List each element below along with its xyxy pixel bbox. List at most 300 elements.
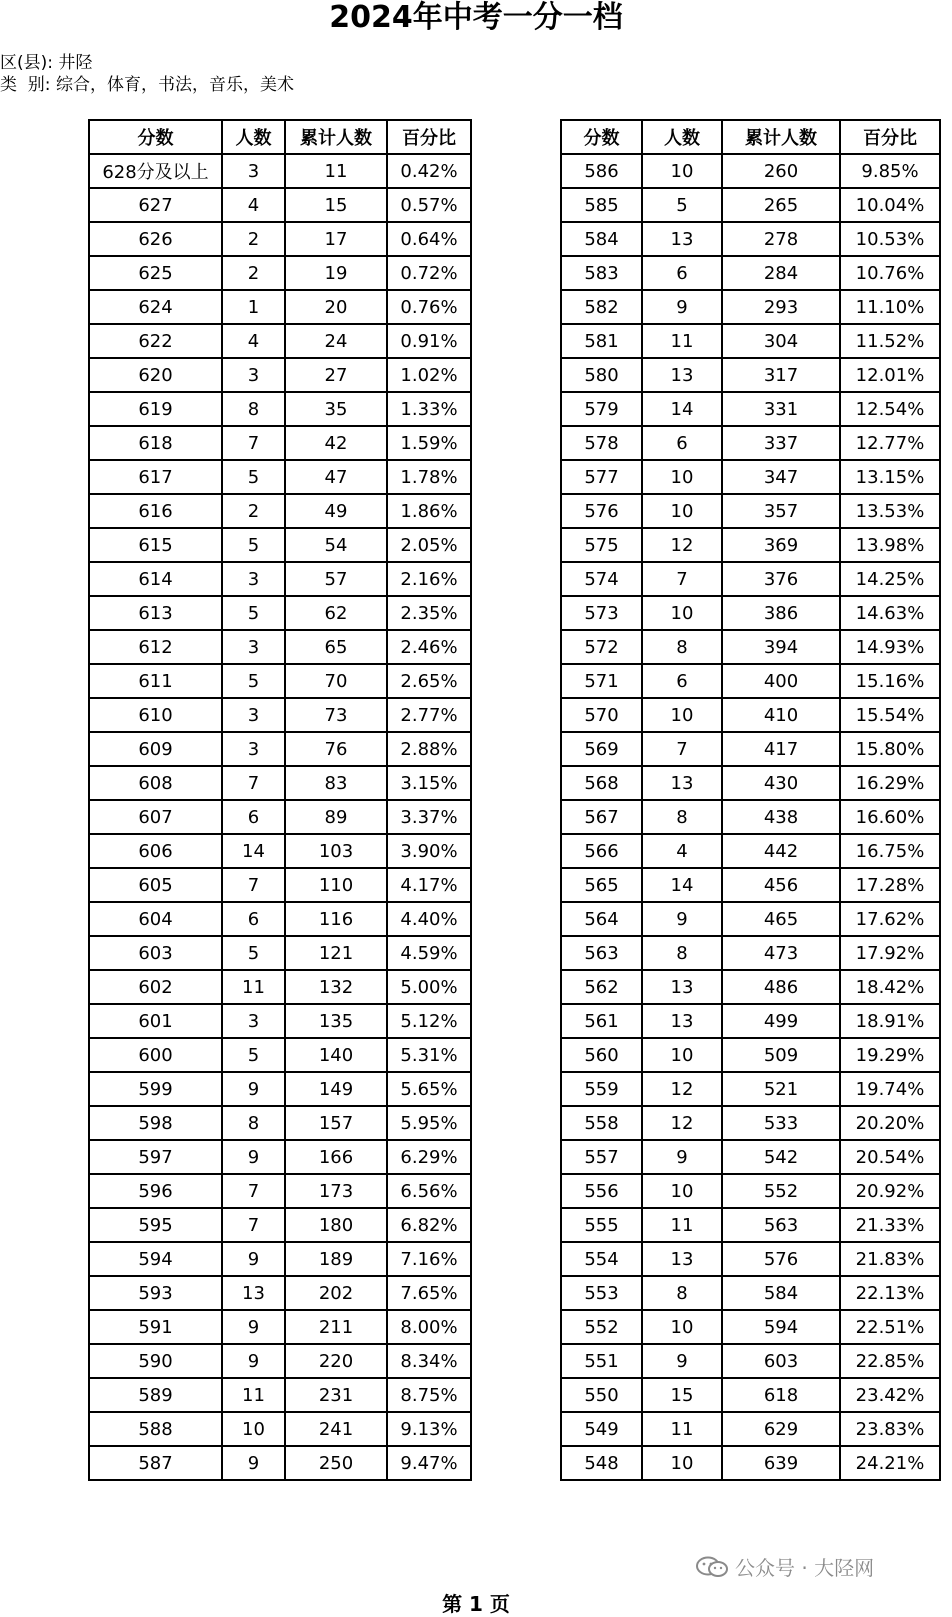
cell-percent: 23.42% bbox=[840, 1378, 940, 1412]
table-row bbox=[89, 766, 471, 800]
cell-count: 6 bbox=[222, 800, 285, 834]
cell-score: 584 bbox=[561, 222, 642, 256]
cell-cumulative: 110 bbox=[285, 868, 387, 902]
table-row bbox=[561, 494, 940, 528]
cell-count: 10 bbox=[642, 460, 722, 494]
table-row bbox=[89, 732, 471, 766]
cell-cumulative: 157 bbox=[285, 1106, 387, 1140]
cell-count: 10 bbox=[642, 1038, 722, 1072]
cell-percent: 19.29% bbox=[840, 1038, 940, 1072]
cell-cumulative: 584 bbox=[722, 1276, 840, 1310]
cell-score: 576 bbox=[561, 494, 642, 528]
cell-count: 3 bbox=[222, 562, 285, 596]
table-row bbox=[89, 800, 471, 834]
table-row bbox=[561, 902, 940, 936]
cell-count: 12 bbox=[642, 1072, 722, 1106]
table-row bbox=[89, 698, 471, 732]
cell-count: 5 bbox=[222, 460, 285, 494]
table-row bbox=[89, 1106, 471, 1140]
cell-cumulative: 376 bbox=[722, 562, 840, 596]
cell-score: 599 bbox=[89, 1072, 222, 1106]
cell-score: 567 bbox=[561, 800, 642, 834]
wechat-icon bbox=[695, 1556, 729, 1578]
cell-count: 4 bbox=[222, 188, 285, 222]
cell-percent: 24.21% bbox=[840, 1446, 940, 1480]
table-row bbox=[89, 596, 471, 630]
cell-percent: 0.57% bbox=[387, 188, 471, 222]
cell-percent: 3.90% bbox=[387, 834, 471, 868]
cell-percent: 13.53% bbox=[840, 494, 940, 528]
cell-cumulative: 509 bbox=[722, 1038, 840, 1072]
category-label: 类 别: bbox=[0, 75, 51, 95]
cell-percent: 10.53% bbox=[840, 222, 940, 256]
cell-count: 7 bbox=[222, 766, 285, 800]
table-row bbox=[89, 1344, 471, 1378]
cell-score: 628分及以上 bbox=[89, 154, 222, 188]
cell-cumulative: 552 bbox=[722, 1174, 840, 1208]
table-row bbox=[561, 800, 940, 834]
cell-percent: 12.01% bbox=[840, 358, 940, 392]
cell-cumulative: 465 bbox=[722, 902, 840, 936]
cell-cumulative: 202 bbox=[285, 1276, 387, 1310]
cell-percent: 0.72% bbox=[387, 256, 471, 290]
table-row bbox=[561, 154, 940, 188]
cell-count: 3 bbox=[222, 698, 285, 732]
cell-score: 559 bbox=[561, 1072, 642, 1106]
table-row bbox=[89, 562, 471, 596]
table-row bbox=[89, 1140, 471, 1174]
cell-count: 2 bbox=[222, 256, 285, 290]
cell-cumulative: 89 bbox=[285, 800, 387, 834]
cell-count: 8 bbox=[222, 1106, 285, 1140]
district-value: 井陉 bbox=[58, 53, 93, 73]
cell-count: 3 bbox=[222, 732, 285, 766]
cell-count: 10 bbox=[642, 1310, 722, 1344]
cell-percent: 2.05% bbox=[387, 528, 471, 562]
table-row bbox=[561, 1106, 940, 1140]
cell-count: 11 bbox=[642, 1412, 722, 1446]
cell-count: 5 bbox=[222, 596, 285, 630]
cell-cumulative: 304 bbox=[722, 324, 840, 358]
cell-count: 13 bbox=[642, 970, 722, 1004]
table-row bbox=[89, 188, 471, 222]
cell-percent: 7.16% bbox=[387, 1242, 471, 1276]
table-row bbox=[561, 1208, 940, 1242]
cell-percent: 2.16% bbox=[387, 562, 471, 596]
cell-score: 609 bbox=[89, 732, 222, 766]
cell-percent: 13.15% bbox=[840, 460, 940, 494]
table-row bbox=[561, 562, 940, 596]
cell-cumulative: 19 bbox=[285, 256, 387, 290]
table-row bbox=[561, 1412, 940, 1446]
cell-cumulative: 20 bbox=[285, 290, 387, 324]
cell-score: 551 bbox=[561, 1344, 642, 1378]
cell-percent: 9.85% bbox=[840, 154, 940, 188]
page-number: 第 1 页 bbox=[442, 1592, 510, 1616]
table-row bbox=[561, 596, 940, 630]
cell-percent: 5.95% bbox=[387, 1106, 471, 1140]
cell-percent: 23.83% bbox=[840, 1412, 940, 1446]
cell-count: 6 bbox=[642, 256, 722, 290]
cell-score: 626 bbox=[89, 222, 222, 256]
cell-score: 608 bbox=[89, 766, 222, 800]
cell-percent: 2.35% bbox=[387, 596, 471, 630]
cell-score: 622 bbox=[89, 324, 222, 358]
cell-percent: 1.86% bbox=[387, 494, 471, 528]
cell-count: 7 bbox=[222, 1208, 285, 1242]
cell-percent: 22.13% bbox=[840, 1276, 940, 1310]
cell-count: 9 bbox=[222, 1446, 285, 1480]
cell-cumulative: 220 bbox=[285, 1344, 387, 1378]
table-row bbox=[89, 1208, 471, 1242]
cell-percent: 9.47% bbox=[387, 1446, 471, 1480]
cell-percent: 15.16% bbox=[840, 664, 940, 698]
cell-percent: 16.75% bbox=[840, 834, 940, 868]
cell-count: 9 bbox=[222, 1072, 285, 1106]
watermark bbox=[695, 1552, 874, 1581]
cell-percent: 7.65% bbox=[387, 1276, 471, 1310]
cell-percent: 2.77% bbox=[387, 698, 471, 732]
table-row bbox=[89, 664, 471, 698]
cell-cumulative: 73 bbox=[285, 698, 387, 732]
cell-cumulative: 442 bbox=[722, 834, 840, 868]
cell-score: 605 bbox=[89, 868, 222, 902]
table-row bbox=[89, 290, 471, 324]
cell-score: 602 bbox=[89, 970, 222, 1004]
cell-cumulative: 576 bbox=[722, 1242, 840, 1276]
cell-count: 13 bbox=[642, 222, 722, 256]
cell-percent: 15.80% bbox=[840, 732, 940, 766]
cell-count: 14 bbox=[642, 868, 722, 902]
cell-score: 604 bbox=[89, 902, 222, 936]
table-row bbox=[561, 1038, 940, 1072]
cell-cumulative: 27 bbox=[285, 358, 387, 392]
cell-score: 589 bbox=[89, 1378, 222, 1412]
table-row bbox=[561, 1276, 940, 1310]
cell-count: 13 bbox=[222, 1276, 285, 1310]
cell-count: 5 bbox=[222, 936, 285, 970]
cell-count: 10 bbox=[222, 1412, 285, 1446]
cell-percent: 13.98% bbox=[840, 528, 940, 562]
cell-percent: 17.28% bbox=[840, 868, 940, 902]
table-row bbox=[89, 834, 471, 868]
cell-score: 583 bbox=[561, 256, 642, 290]
cell-score: 564 bbox=[561, 902, 642, 936]
cell-cumulative: 639 bbox=[722, 1446, 840, 1480]
table-row bbox=[561, 426, 940, 460]
cell-score: 618 bbox=[89, 426, 222, 460]
cell-score: 606 bbox=[89, 834, 222, 868]
cell-cumulative: 410 bbox=[722, 698, 840, 732]
cell-score: 597 bbox=[89, 1140, 222, 1174]
table-body bbox=[89, 154, 471, 1480]
table-row bbox=[89, 1378, 471, 1412]
cell-cumulative: 116 bbox=[285, 902, 387, 936]
cell-cumulative: 331 bbox=[722, 392, 840, 426]
cell-score: 615 bbox=[89, 528, 222, 562]
cell-percent: 17.62% bbox=[840, 902, 940, 936]
cell-score: 555 bbox=[561, 1208, 642, 1242]
table-row bbox=[561, 188, 940, 222]
cell-percent: 18.91% bbox=[840, 1004, 940, 1038]
table-row bbox=[561, 936, 940, 970]
cell-cumulative: 486 bbox=[722, 970, 840, 1004]
cell-cumulative: 231 bbox=[285, 1378, 387, 1412]
cell-cumulative: 533 bbox=[722, 1106, 840, 1140]
table-row bbox=[89, 494, 471, 528]
table-row bbox=[561, 358, 940, 392]
cell-score: 580 bbox=[561, 358, 642, 392]
cell-score: 596 bbox=[89, 1174, 222, 1208]
cell-percent: 0.64% bbox=[387, 222, 471, 256]
cell-percent: 2.65% bbox=[387, 664, 471, 698]
cell-score: 568 bbox=[561, 766, 642, 800]
cell-cumulative: 173 bbox=[285, 1174, 387, 1208]
watermark-text: 公众号 · 大陉网 bbox=[735, 1556, 875, 1580]
cell-count: 9 bbox=[222, 1242, 285, 1276]
cell-percent: 10.76% bbox=[840, 256, 940, 290]
cell-score: 556 bbox=[561, 1174, 642, 1208]
cell-percent: 8.00% bbox=[387, 1310, 471, 1344]
cell-score: 627 bbox=[89, 188, 222, 222]
cell-count: 5 bbox=[222, 1038, 285, 1072]
cell-percent: 14.63% bbox=[840, 596, 940, 630]
cell-count: 11 bbox=[642, 1208, 722, 1242]
cell-percent: 12.77% bbox=[840, 426, 940, 460]
table-row bbox=[561, 324, 940, 358]
cell-cumulative: 265 bbox=[722, 188, 840, 222]
cell-count: 9 bbox=[642, 1140, 722, 1174]
cell-cumulative: 386 bbox=[722, 596, 840, 630]
cell-percent: 16.29% bbox=[840, 766, 940, 800]
cell-score: 617 bbox=[89, 460, 222, 494]
cell-count: 12 bbox=[642, 528, 722, 562]
cell-count: 10 bbox=[642, 1446, 722, 1480]
cell-percent: 6.82% bbox=[387, 1208, 471, 1242]
cell-cumulative: 293 bbox=[722, 290, 840, 324]
column-header-cumulative: 累计人数 bbox=[722, 120, 840, 154]
table-row bbox=[89, 222, 471, 256]
cell-count: 7 bbox=[222, 426, 285, 460]
cell-cumulative: 54 bbox=[285, 528, 387, 562]
table-row bbox=[89, 1004, 471, 1038]
cell-cumulative: 24 bbox=[285, 324, 387, 358]
cell-percent: 0.42% bbox=[387, 154, 471, 188]
cell-score: 586 bbox=[561, 154, 642, 188]
cell-count: 2 bbox=[222, 494, 285, 528]
cell-percent: 11.52% bbox=[840, 324, 940, 358]
cell-percent: 9.13% bbox=[387, 1412, 471, 1446]
cell-score: 560 bbox=[561, 1038, 642, 1072]
cell-cumulative: 260 bbox=[722, 154, 840, 188]
cell-cumulative: 369 bbox=[722, 528, 840, 562]
cell-percent: 14.25% bbox=[840, 562, 940, 596]
score-table-left bbox=[88, 119, 472, 1481]
cell-percent: 1.02% bbox=[387, 358, 471, 392]
cell-score: 577 bbox=[561, 460, 642, 494]
table-row bbox=[89, 154, 471, 188]
cell-percent: 6.29% bbox=[387, 1140, 471, 1174]
cell-cumulative: 563 bbox=[722, 1208, 840, 1242]
cell-cumulative: 83 bbox=[285, 766, 387, 800]
cell-count: 8 bbox=[222, 392, 285, 426]
cell-cumulative: 438 bbox=[722, 800, 840, 834]
table-row bbox=[561, 1072, 940, 1106]
cell-percent: 0.76% bbox=[387, 290, 471, 324]
cell-cumulative: 430 bbox=[722, 766, 840, 800]
table-row bbox=[89, 970, 471, 1004]
cell-percent: 1.78% bbox=[387, 460, 471, 494]
cell-cumulative: 499 bbox=[722, 1004, 840, 1038]
cell-cumulative: 629 bbox=[722, 1412, 840, 1446]
cell-score: 574 bbox=[561, 562, 642, 596]
table-header-row bbox=[89, 120, 471, 154]
cell-cumulative: 594 bbox=[722, 1310, 840, 1344]
cell-cumulative: 278 bbox=[722, 222, 840, 256]
cell-percent: 8.75% bbox=[387, 1378, 471, 1412]
column-header-count: 人数 bbox=[222, 120, 285, 154]
table-header-row bbox=[561, 120, 940, 154]
cell-cumulative: 132 bbox=[285, 970, 387, 1004]
category-value: 综合，体育，书法，音乐，美术 bbox=[55, 75, 294, 95]
cell-score: 595 bbox=[89, 1208, 222, 1242]
table-row bbox=[561, 256, 940, 290]
cell-percent: 0.91% bbox=[387, 324, 471, 358]
cell-score: 593 bbox=[89, 1276, 222, 1310]
cell-count: 9 bbox=[642, 1344, 722, 1378]
cell-cumulative: 149 bbox=[285, 1072, 387, 1106]
table-row bbox=[89, 1276, 471, 1310]
table-row bbox=[89, 868, 471, 902]
cell-percent: 5.00% bbox=[387, 970, 471, 1004]
cell-cumulative: 417 bbox=[722, 732, 840, 766]
cell-cumulative: 62 bbox=[285, 596, 387, 630]
cell-score: 612 bbox=[89, 630, 222, 664]
cell-cumulative: 521 bbox=[722, 1072, 840, 1106]
cell-cumulative: 65 bbox=[285, 630, 387, 664]
cell-score: 594 bbox=[89, 1242, 222, 1276]
cell-cumulative: 337 bbox=[722, 426, 840, 460]
table-row bbox=[89, 1310, 471, 1344]
cell-score: 581 bbox=[561, 324, 642, 358]
column-header-percent: 百分比 bbox=[840, 120, 940, 154]
cell-cumulative: 603 bbox=[722, 1344, 840, 1378]
table-row bbox=[561, 1310, 940, 1344]
cell-cumulative: 47 bbox=[285, 460, 387, 494]
column-header-score: 分数 bbox=[89, 120, 222, 154]
table-row bbox=[561, 868, 940, 902]
cell-count: 14 bbox=[222, 834, 285, 868]
table-row bbox=[561, 664, 940, 698]
cell-cumulative: 347 bbox=[722, 460, 840, 494]
cell-percent: 3.37% bbox=[387, 800, 471, 834]
cell-percent: 2.46% bbox=[387, 630, 471, 664]
cell-score: 610 bbox=[89, 698, 222, 732]
district-line bbox=[0, 52, 92, 74]
cell-cumulative: 250 bbox=[285, 1446, 387, 1480]
cell-score: 566 bbox=[561, 834, 642, 868]
table-row bbox=[561, 630, 940, 664]
cell-score: 582 bbox=[561, 290, 642, 324]
cell-score: 611 bbox=[89, 664, 222, 698]
table-row bbox=[89, 392, 471, 426]
cell-score: 624 bbox=[89, 290, 222, 324]
cell-percent: 8.34% bbox=[387, 1344, 471, 1378]
cell-count: 3 bbox=[222, 1004, 285, 1038]
cell-percent: 10.04% bbox=[840, 188, 940, 222]
cell-percent: 6.56% bbox=[387, 1174, 471, 1208]
cell-cumulative: 103 bbox=[285, 834, 387, 868]
cell-score: 573 bbox=[561, 596, 642, 630]
cell-percent: 3.15% bbox=[387, 766, 471, 800]
table-row bbox=[561, 766, 940, 800]
cell-score: 598 bbox=[89, 1106, 222, 1140]
cell-score: 579 bbox=[561, 392, 642, 426]
cell-cumulative: 15 bbox=[285, 188, 387, 222]
cell-percent: 19.74% bbox=[840, 1072, 940, 1106]
table-row bbox=[89, 1072, 471, 1106]
cell-count: 5 bbox=[642, 188, 722, 222]
table-row bbox=[561, 1378, 940, 1412]
cell-cumulative: 394 bbox=[722, 630, 840, 664]
cell-score: 578 bbox=[561, 426, 642, 460]
cell-count: 11 bbox=[642, 324, 722, 358]
cell-percent: 4.17% bbox=[387, 868, 471, 902]
cell-count: 3 bbox=[222, 630, 285, 664]
column-header-count: 人数 bbox=[642, 120, 722, 154]
table-row bbox=[561, 460, 940, 494]
cell-percent: 1.59% bbox=[387, 426, 471, 460]
table-row bbox=[89, 1242, 471, 1276]
cell-cumulative: 542 bbox=[722, 1140, 840, 1174]
table-row bbox=[561, 528, 940, 562]
table-row bbox=[89, 528, 471, 562]
table-row bbox=[89, 1446, 471, 1480]
cell-count: 4 bbox=[222, 324, 285, 358]
cell-percent: 16.60% bbox=[840, 800, 940, 834]
cell-score: 571 bbox=[561, 664, 642, 698]
cell-percent: 21.83% bbox=[840, 1242, 940, 1276]
table-row bbox=[89, 324, 471, 358]
table-row bbox=[561, 1242, 940, 1276]
cell-score: 620 bbox=[89, 358, 222, 392]
cell-cumulative: 166 bbox=[285, 1140, 387, 1174]
cell-score: 558 bbox=[561, 1106, 642, 1140]
cell-count: 7 bbox=[222, 1174, 285, 1208]
cell-count: 10 bbox=[642, 596, 722, 630]
cell-count: 10 bbox=[642, 154, 722, 188]
cell-count: 13 bbox=[642, 1004, 722, 1038]
cell-count: 3 bbox=[222, 154, 285, 188]
cell-score: 591 bbox=[89, 1310, 222, 1344]
cell-score: 570 bbox=[561, 698, 642, 732]
cell-score: 603 bbox=[89, 936, 222, 970]
cell-score: 569 bbox=[561, 732, 642, 766]
cell-cumulative: 76 bbox=[285, 732, 387, 766]
table-row bbox=[561, 222, 940, 256]
cell-percent: 20.54% bbox=[840, 1140, 940, 1174]
cell-cumulative: 189 bbox=[285, 1242, 387, 1276]
table-row bbox=[561, 1446, 940, 1480]
cell-count: 8 bbox=[642, 630, 722, 664]
table-row bbox=[89, 460, 471, 494]
cell-score: 619 bbox=[89, 392, 222, 426]
cell-cumulative: 49 bbox=[285, 494, 387, 528]
table-row bbox=[561, 1140, 940, 1174]
cell-percent: 11.10% bbox=[840, 290, 940, 324]
table-row bbox=[89, 630, 471, 664]
cell-score: 587 bbox=[89, 1446, 222, 1480]
